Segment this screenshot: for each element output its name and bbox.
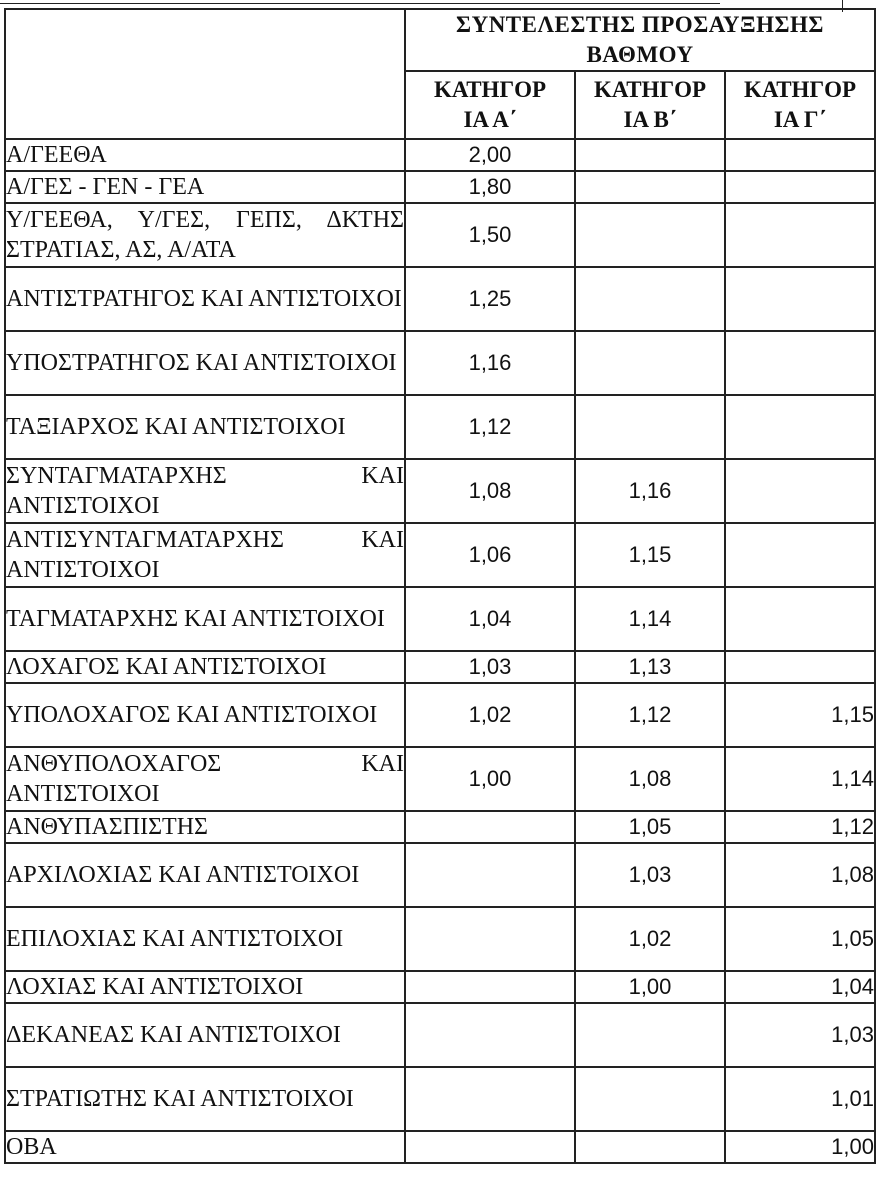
rank-cell: ΣΤΡΑΤΙΩΤΗΣ ΚΑΙ ΑΝΤΙΣΤΟΙΧΟΙ <box>5 1067 405 1131</box>
category-a-cell: 2,00 <box>405 139 575 171</box>
category-a-cell: 1,12 <box>405 395 575 459</box>
category-a-cell <box>405 843 575 907</box>
category-a-cell: 1,03 <box>405 651 575 683</box>
rank-cell: ΔΕΚΑΝΕΑΣ ΚΑΙ ΑΝΤΙΣΤΟΙΧΟΙ <box>5 1003 405 1067</box>
category-c-cell <box>725 587 875 651</box>
rank-cell: ΑΝΤΙΣΤΡΑΤΗΓΟΣ ΚΑΙ ΑΝΤΙΣΤΟΙΧΟΙ <box>5 267 405 331</box>
category-c-cell: 1,12 <box>725 811 875 843</box>
category-c-cell: 1,15 <box>725 683 875 747</box>
category-a-cell: 1,80 <box>405 171 575 203</box>
category-b-cell: 1,05 <box>575 811 725 843</box>
category-b-cell: 1,00 <box>575 971 725 1003</box>
category-a-cell <box>405 1003 575 1067</box>
category-c-cell <box>725 331 875 395</box>
rank-cell: ΑΝΘΥΠΟΛΟΧΑΓΟΣ ΚΑΙ ΑΝΤΙΣΤΟΙΧΟΙ <box>5 747 405 811</box>
header-corner-cell <box>5 9 405 139</box>
category-b-cell <box>575 1003 725 1067</box>
category-a-cell <box>405 811 575 843</box>
rank-cell: ΛΟΧΑΓΟΣ ΚΑΙ ΑΝΤΙΣΤΟΙΧΟΙ <box>5 651 405 683</box>
category-b-cell <box>575 1131 725 1163</box>
category-a-cell: 1,25 <box>405 267 575 331</box>
category-c-cell: 1,00 <box>725 1131 875 1163</box>
table-row <box>5 1067 875 1131</box>
table-row <box>5 811 875 843</box>
category-b-cell <box>575 203 725 267</box>
category-a-cell: 1,04 <box>405 587 575 651</box>
table-row <box>5 651 875 683</box>
header-category-c-label: ΚΑΤΗΓΟΡΙΑ Γ΄ <box>743 77 857 132</box>
rank-cell: ΥΠΟΛΟΧΑΓΟΣ ΚΑΙ ΑΝΤΙΣΤΟΙΧΟΙ <box>5 683 405 747</box>
category-a-cell: 1,08 <box>405 459 575 523</box>
category-c-cell <box>725 395 875 459</box>
table-row <box>5 1003 875 1067</box>
category-c-cell <box>725 459 875 523</box>
table-row <box>5 747 875 811</box>
category-b-cell: 1,13 <box>575 651 725 683</box>
table-row <box>5 395 875 459</box>
category-c-cell <box>725 171 875 203</box>
category-b-cell: 1,14 <box>575 587 725 651</box>
rank-cell: ΑΝΤΙΣΥΝΤΑΓΜΑΤΑΡΧΗΣ ΚΑΙ ΑΝΤΙΣΤΟΙΧΟΙ <box>5 523 405 587</box>
category-a-cell <box>405 1131 575 1163</box>
header-category-c <box>725 71 875 139</box>
rank-cell: ΕΠΙΛΟΧΙΑΣ ΚΑΙ ΑΝΤΙΣΤΟΙΧΟΙ <box>5 907 405 971</box>
category-b-cell: 1,15 <box>575 523 725 587</box>
category-b-cell <box>575 139 725 171</box>
table-header <box>5 9 875 139</box>
category-a-cell: 1,00 <box>405 747 575 811</box>
table-row <box>5 171 875 203</box>
table-row <box>5 587 875 651</box>
category-a-cell: 1,50 <box>405 203 575 267</box>
category-b-cell <box>575 171 725 203</box>
category-c-cell: 1,05 <box>725 907 875 971</box>
category-c-cell: 1,14 <box>725 747 875 811</box>
rank-cell: Υ/ΓΕΕΘΑ, Υ/ΓΕΣ, ΓΕΠΣ, ΔΚΤΗΣ ΣΤΡΑΤΙΑΣ, ΑΣ, Α/ΑΤΑ <box>5 203 405 267</box>
table-row <box>5 907 875 971</box>
header-category-b <box>575 71 725 139</box>
category-a-cell <box>405 971 575 1003</box>
header-category-a <box>405 71 575 139</box>
table-body <box>5 139 875 1163</box>
rank-cell: ΣΥΝΤΑΓΜΑΤΑΡΧΗΣ ΚΑΙ ΑΝΤΙΣΤΟΙΧΟΙ <box>5 459 405 523</box>
category-c-cell: 1,04 <box>725 971 875 1003</box>
rank-cell: Α/ΓΕΕΘΑ <box>5 139 405 171</box>
rank-cell: ΑΡΧΙΛΟΧΙΑΣ ΚΑΙ ΑΝΤΙΣΤΟΙΧΟΙ <box>5 843 405 907</box>
rank-cell: ΛΟΧΙΑΣ ΚΑΙ ΑΝΤΙΣΤΟΙΧΟΙ <box>5 971 405 1003</box>
category-a-cell <box>405 907 575 971</box>
table-row <box>5 203 875 267</box>
category-c-cell <box>725 267 875 331</box>
table-row <box>5 267 875 331</box>
table-row <box>5 971 875 1003</box>
category-a-cell: 1,02 <box>405 683 575 747</box>
rank-cell: ΥΠΟΣΤΡΑΤΗΓΟΣ ΚΑΙ ΑΝΤΙΣΤΟΙΧΟΙ <box>5 331 405 395</box>
category-c-cell <box>725 523 875 587</box>
category-b-cell <box>575 331 725 395</box>
category-a-cell: 1,16 <box>405 331 575 395</box>
rank-cell: ΤΑΞΙΑΡΧΟΣ ΚΑΙ ΑΝΤΙΣΤΟΙΧΟΙ <box>5 395 405 459</box>
header-category-a-label: ΚΑΤΗΓΟΡΙΑ Α΄ <box>433 77 547 132</box>
table-row <box>5 843 875 907</box>
rank-cell: ΤΑΓΜΑΤΑΡΧΗΣ ΚΑΙ ΑΝΤΙΣΤΟΙΧΟΙ <box>5 587 405 651</box>
table-row <box>5 139 875 171</box>
category-c-cell: 1,08 <box>725 843 875 907</box>
category-a-cell: 1,06 <box>405 523 575 587</box>
rank-cell: Α/ΓΕΣ - ΓΕΝ - ΓΕΑ <box>5 171 405 203</box>
category-a-cell <box>405 1067 575 1131</box>
top-rule <box>0 3 720 4</box>
category-c-cell: 1,03 <box>725 1003 875 1067</box>
category-b-cell: 1,16 <box>575 459 725 523</box>
table-row <box>5 683 875 747</box>
category-b-cell: 1,03 <box>575 843 725 907</box>
rank-cell: ΟΒΑ <box>5 1131 405 1163</box>
table-row <box>5 459 875 523</box>
table-row <box>5 523 875 587</box>
table-row <box>5 331 875 395</box>
header-category-b-label: ΚΑΤΗΓΟΡΙΑ Β΄ <box>593 77 707 132</box>
category-c-cell <box>725 203 875 267</box>
category-b-cell: 1,08 <box>575 747 725 811</box>
grade-coefficient-table <box>4 8 876 1164</box>
rank-cell: ΑΝΘΥΠΑΣΠΙΣΤΗΣ <box>5 811 405 843</box>
category-b-cell <box>575 1067 725 1131</box>
category-c-cell <box>725 651 875 683</box>
table-row <box>5 1131 875 1163</box>
category-b-cell: 1,02 <box>575 907 725 971</box>
category-b-cell <box>575 395 725 459</box>
category-c-cell <box>725 139 875 171</box>
category-b-cell: 1,12 <box>575 683 725 747</box>
category-b-cell <box>575 267 725 331</box>
category-c-cell: 1,01 <box>725 1067 875 1131</box>
header-title: ΣΥΝΤΕΛΕΣΤΗΣ ΠΡΟΣΑΥΞΗΣΗΣ ΒΑΘΜΟΥ <box>405 9 875 71</box>
